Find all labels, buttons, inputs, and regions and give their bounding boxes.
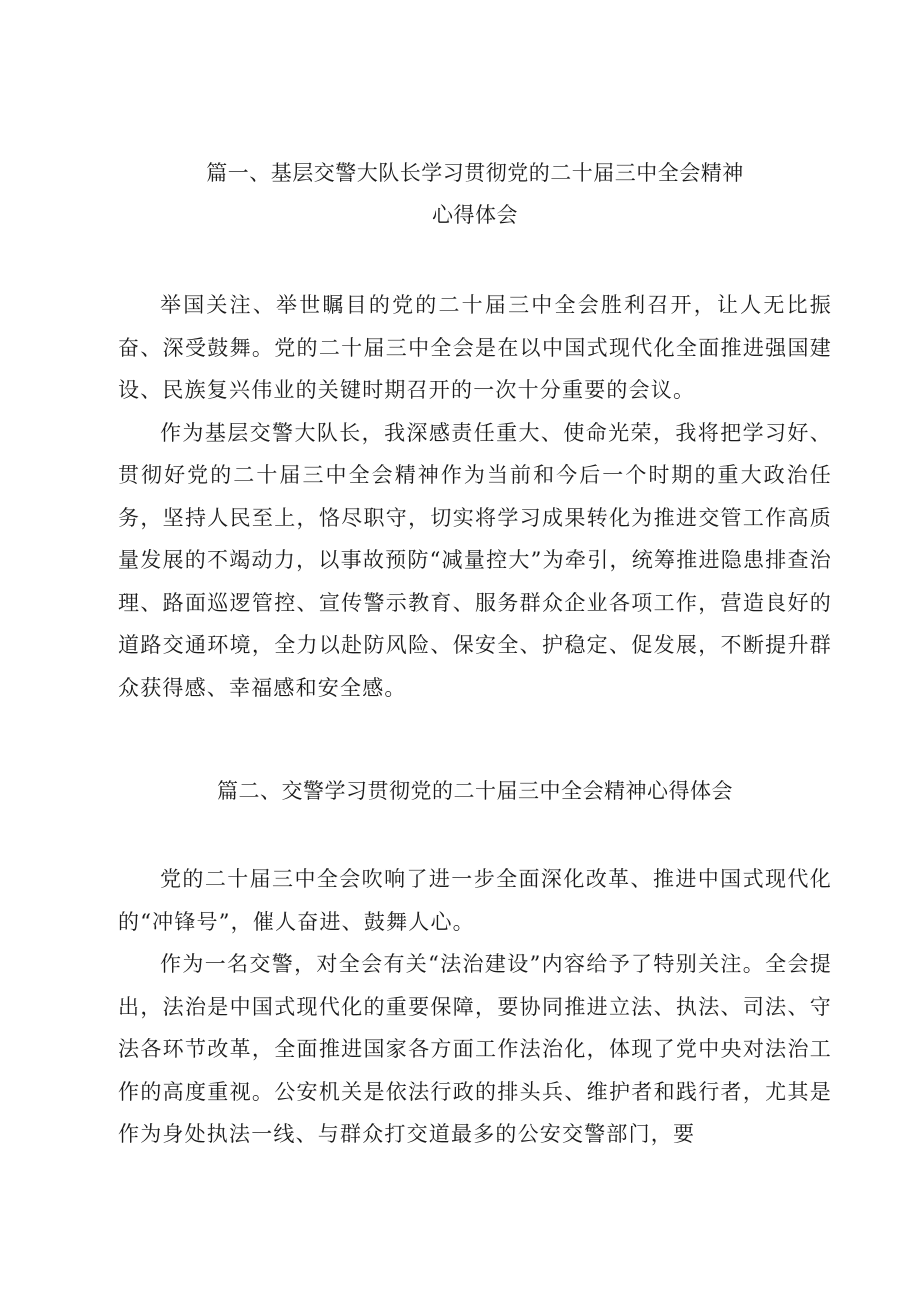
section2-paragraph-1: 党的二十届三中全会吹响了进一步全面深化改革、推进中国式现代化的“冲锋号”，催人奋进、鼓舞人心。 bbox=[118, 867, 832, 934]
section2-title bbox=[118, 770, 832, 812]
section1-paragraph-1: 举国关注、举世瞩目的党的二十届三中全会胜利召开，让人无比振奋、深受鼓舞。党的二十届三中全会是在以中国式现代化全面推进强国建设、民族复兴伟业的关键时期召开的一次十分重要的会议。 bbox=[118, 293, 832, 402]
section2-title-line: 篇二、交警学习贯彻党的二十届三中全会精神心得体会 bbox=[217, 779, 733, 803]
section1-title bbox=[118, 152, 832, 236]
section1-body bbox=[118, 284, 832, 709]
section1-title-line2: 心得体会 bbox=[432, 203, 518, 227]
section2-body bbox=[118, 858, 832, 1156]
section2-paragraph-2: 作为一名交警，对全会有关“法治建设”内容给予了特别关注。全会提出，法治是中国式现代化的重要保障，要协同推进立法、执法、司法、守法各环节改革，全面推进国家各方面工作法治化，体现了党中央对法治工作的高度重视。公安机关是依法行政的排头兵、维护者和践行者，尤其是作为身处执法一线、与群众打交道最多的公安交警部门，要 bbox=[118, 952, 832, 1146]
section1-title-line1: 篇一、基层交警大队长学习贯彻党的二十届三中全会精神 bbox=[206, 161, 744, 185]
section1-paragraph-2: 作为基层交警大队长，我深感责任重大、使命光荣，我将把学习好、贯彻好党的二十届三中全会精神作为当前和今后一个时期的重大政治任务，坚持人民至上，恪尽职守，切实将学习成果转化为推进交管工作高质量发展的不竭动力，以事故预防“减量控大”为牵引，统筹推进隐患排查治理、路面巡逻管控、宣传警示教育、服务群众企业各项工作，营造良好的道路交通环境，全力以赴防风险、保安全、护稳定、促发展，不断提升群众获得感、幸福感和安全感。 bbox=[118, 420, 832, 700]
